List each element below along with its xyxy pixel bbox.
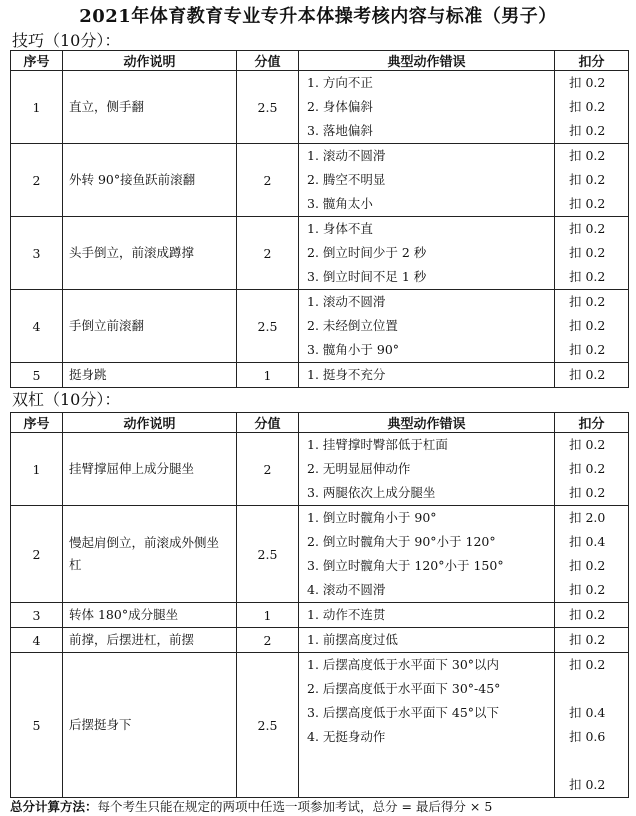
error-item: 2. 身体偏斜 xyxy=(307,99,373,114)
error-item: 1. 滚动不圆滑 xyxy=(307,294,386,309)
action-description: 慢起肩倒立，前滚成外侧坐杠 xyxy=(63,506,237,603)
error-list xyxy=(299,363,555,388)
error-item: 2. 未经倒立位置 xyxy=(307,318,398,333)
error-list xyxy=(299,144,555,217)
error-list xyxy=(299,217,555,290)
deduction-item: 扣 0.4 xyxy=(569,534,606,549)
deduction-item xyxy=(555,749,628,773)
error-list xyxy=(299,290,555,363)
row-number: 1 xyxy=(11,433,63,506)
action-description: 前撑，后摆进杠，前摆 xyxy=(63,628,237,653)
action-description: 直立，侧手翻 xyxy=(63,71,237,144)
action-description: 外转 90°接鱼跃前滚翻 xyxy=(63,144,237,217)
error-item: 2. 无明显屈伸动作 xyxy=(307,461,411,476)
deduction-list xyxy=(555,71,629,144)
score-value: 2.5 xyxy=(237,71,299,144)
table-row xyxy=(11,603,629,628)
deduction-item: 扣 0.2 xyxy=(569,75,606,90)
error-item: 3. 落地偏斜 xyxy=(307,123,373,138)
deduction-item: 扣 0.2 xyxy=(569,269,606,284)
deduction-item: 扣 0.2 xyxy=(569,437,606,452)
deduction-item: 扣 0.2 xyxy=(569,607,606,622)
score-value: 2 xyxy=(237,144,299,217)
error-item: 3. 倒立时间不足 1 秒 xyxy=(307,269,427,284)
deduction-item: 扣 0.2 xyxy=(569,221,606,236)
deduction-list xyxy=(555,506,629,603)
error-item: 3. 髋角太小 xyxy=(307,196,373,211)
deduction-item: 扣 0.2 xyxy=(569,657,606,672)
deduction-list xyxy=(555,628,629,653)
score-value: 2 xyxy=(237,628,299,653)
error-list xyxy=(299,433,555,506)
row-number: 4 xyxy=(11,290,63,363)
deduction-list xyxy=(555,144,629,217)
deduction-item: 扣 0.2 xyxy=(569,99,606,114)
row-number: 3 xyxy=(11,217,63,290)
error-item: 2. 倒立时间少于 2 秒 xyxy=(307,245,427,260)
action-description: 转体 180°成分腿坐 xyxy=(63,603,237,628)
deduction-item: 扣 0.2 xyxy=(569,582,606,597)
error-item: 1. 挂臂撑时臀部低于杠面 xyxy=(307,437,448,452)
table-header-row xyxy=(11,413,629,433)
action-description: 后摆挺身下 xyxy=(63,653,237,798)
page-title: 2021年体育教育专业专升本体操考核内容与标准（男子） xyxy=(79,6,557,27)
table-row xyxy=(11,653,629,798)
deduction-item: 扣 0.2 xyxy=(569,196,606,211)
deduction-list xyxy=(555,290,629,363)
deduction-item: 扣 0.2 xyxy=(569,461,606,476)
column-header: 序号 xyxy=(11,51,63,71)
row-number: 5 xyxy=(11,653,63,798)
error-item: 4. 滚动不圆滑 xyxy=(307,582,386,597)
deduction-item xyxy=(555,677,628,701)
row-number: 2 xyxy=(11,506,63,603)
deduction-item: 扣 0.2 xyxy=(569,485,606,500)
action-description: 挂臂撑屈伸上成分腿坐 xyxy=(63,433,237,506)
table-row xyxy=(11,217,629,290)
deduction-item: 扣 0.2 xyxy=(569,294,606,309)
error-item: 2. 腾空不明显 xyxy=(307,172,386,187)
column-header: 动作说明 xyxy=(63,413,237,433)
error-list xyxy=(299,628,555,653)
table-row xyxy=(11,71,629,144)
deduction-list xyxy=(555,217,629,290)
row-number: 4 xyxy=(11,628,63,653)
table-header-row xyxy=(11,51,629,71)
error-item: 1. 挺身不充分 xyxy=(307,367,386,382)
score-value: 2 xyxy=(237,217,299,290)
error-item: 2. 后摆高度低于水平面下 30°-45° xyxy=(307,681,501,696)
footer-label: 总分计算方法： xyxy=(10,799,98,814)
row-number: 1 xyxy=(11,71,63,144)
column-header: 分值 xyxy=(237,51,299,71)
score-value: 2.5 xyxy=(237,290,299,363)
column-header: 扣分 xyxy=(555,413,629,433)
row-number: 2 xyxy=(11,144,63,217)
footer-text: 每个考生只能在规定的两项中任选一项参加考试，总分 = 最后得分 × 5 xyxy=(97,799,493,814)
deduction-item: 扣 0.2 xyxy=(569,245,606,260)
deduction-list xyxy=(555,363,629,388)
error-list xyxy=(299,71,555,144)
deduction-item: 扣 0.2 xyxy=(569,367,606,382)
error-item: 3. 后摆高度低于水平面下 45°以下 xyxy=(307,705,500,720)
deduction-list xyxy=(555,653,629,798)
error-item: 1. 前摆高度过低 xyxy=(307,632,398,647)
error-item: 1. 方向不正 xyxy=(307,75,373,90)
section-heading-parallel-bars: 双杠（10分）： xyxy=(12,390,121,409)
deduction-item: 扣 0.2 xyxy=(569,123,606,138)
error-item: 3. 髋角小于 90° xyxy=(307,342,400,357)
table-row xyxy=(11,290,629,363)
error-list xyxy=(299,506,555,603)
table-row xyxy=(11,506,629,603)
deduction-item: 扣 0.2 xyxy=(569,148,606,163)
error-item: 3. 倒立时髋角大于 120°小于 150° xyxy=(307,558,504,573)
error-item: 2. 倒立时髋角大于 90°小于 120° xyxy=(307,534,496,549)
row-number: 5 xyxy=(11,363,63,388)
table-row xyxy=(11,363,629,388)
deduction-item: 扣 0.2 xyxy=(569,777,606,792)
error-item: 1. 滚动不圆滑 xyxy=(307,148,386,163)
column-header: 典型动作错误 xyxy=(299,413,555,433)
error-item: 1. 后摆高度低于水平面下 30°以内 xyxy=(307,657,500,672)
row-number: 3 xyxy=(11,603,63,628)
score-value: 1 xyxy=(237,603,299,628)
score-value: 2.5 xyxy=(237,506,299,603)
column-header: 扣分 xyxy=(555,51,629,71)
error-list xyxy=(299,653,555,798)
action-description: 手倒立前滚翻 xyxy=(63,290,237,363)
deduction-item: 扣 0.2 xyxy=(569,632,606,647)
error-item: 3. 两腿依次上成分腿坐 xyxy=(307,485,436,500)
section-heading-tumbling: 技巧（10分）： xyxy=(12,31,121,50)
score-value: 2 xyxy=(237,433,299,506)
error-item: 1. 身体不直 xyxy=(307,221,373,236)
deduction-item: 扣 0.2 xyxy=(569,342,606,357)
action-description: 挺身跳 xyxy=(63,363,237,388)
error-item: 1. 动作不连贯 xyxy=(307,607,386,622)
score-value: 2.5 xyxy=(237,653,299,798)
deduction-item: 扣 0.2 xyxy=(569,318,606,333)
deduction-item: 扣 2.0 xyxy=(569,510,606,525)
column-header: 典型动作错误 xyxy=(299,51,555,71)
error-item: 4. 无挺身动作 xyxy=(307,729,386,744)
tumbling-table xyxy=(10,50,629,388)
deduction-item: 扣 0.2 xyxy=(569,558,606,573)
error-list xyxy=(299,603,555,628)
total-score-method xyxy=(10,797,492,815)
column-header: 序号 xyxy=(11,413,63,433)
parallel-bars-table xyxy=(10,412,629,798)
deduction-item: 扣 0.2 xyxy=(569,172,606,187)
action-description: 头手倒立，前滚成蹲撑 xyxy=(63,217,237,290)
table-row xyxy=(11,144,629,217)
column-header: 动作说明 xyxy=(63,51,237,71)
deduction-item: 扣 0.4 xyxy=(569,705,606,720)
table-row xyxy=(11,628,629,653)
deduction-item: 扣 0.6 xyxy=(569,729,606,744)
table-row xyxy=(11,433,629,506)
column-header: 分值 xyxy=(237,413,299,433)
score-value: 1 xyxy=(237,363,299,388)
error-item: 1. 倒立时髋角小于 90° xyxy=(307,510,437,525)
deduction-list xyxy=(555,433,629,506)
deduction-list xyxy=(555,603,629,628)
